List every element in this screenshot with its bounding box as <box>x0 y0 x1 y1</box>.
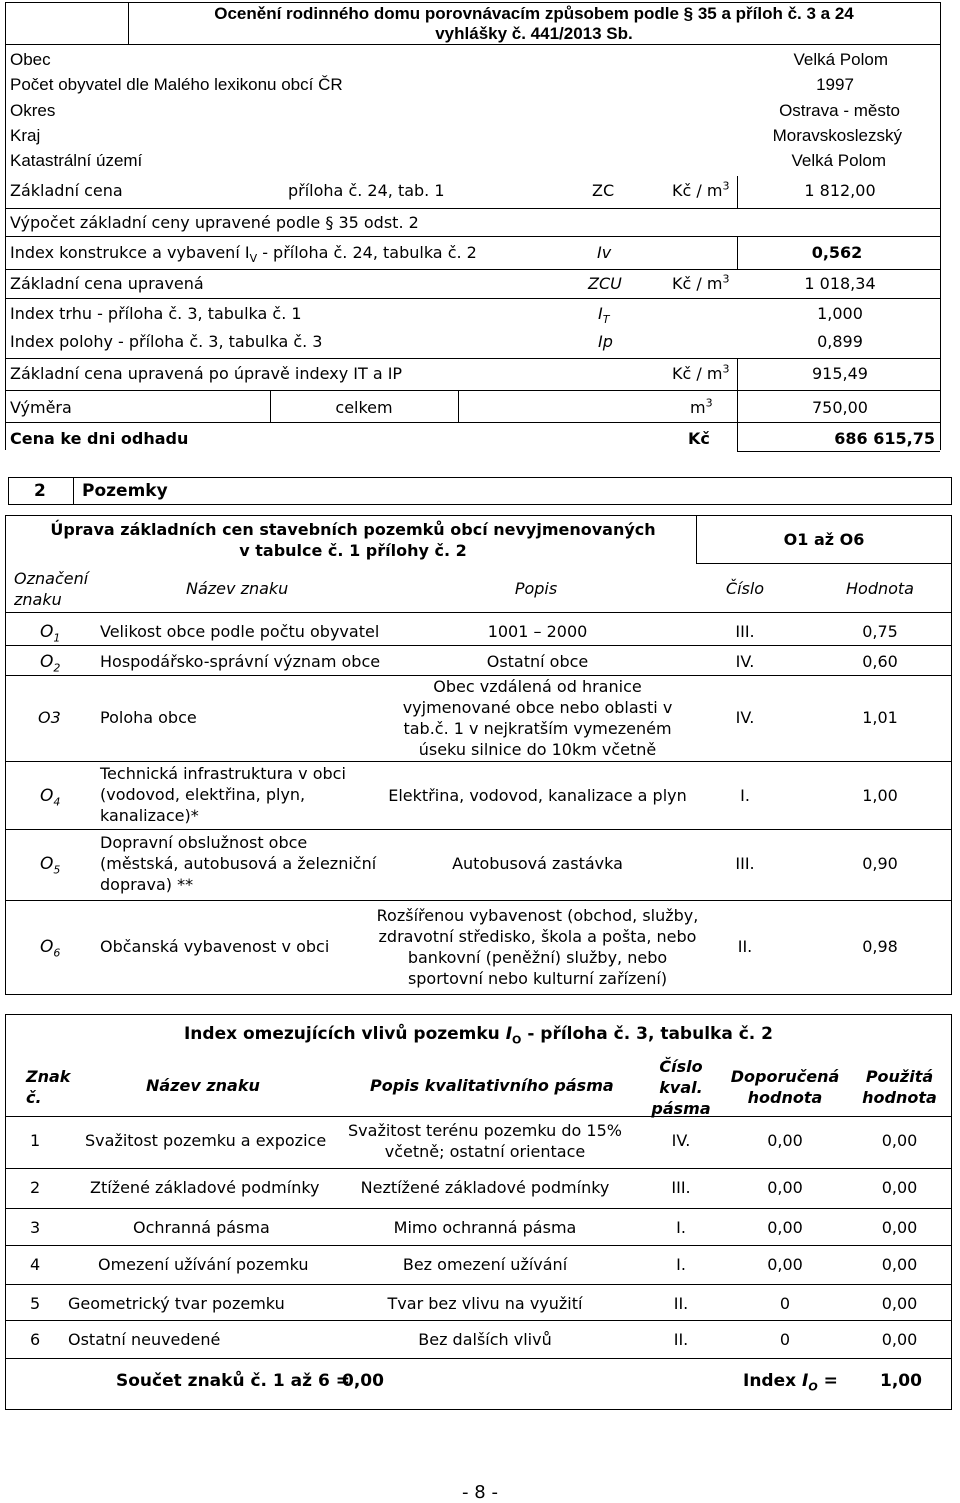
omez-nazev: Ztížené základové podmínky <box>90 1178 320 1197</box>
zakladni-cena-label: Základní cena <box>10 181 123 200</box>
location-label-obec: Obec <box>10 50 51 69</box>
uprava-cislo: III. <box>735 622 755 641</box>
section2-title: Pozemky <box>82 481 168 501</box>
index-konstrukce-value: 0,562 <box>811 243 863 262</box>
location-label-kraj: Kraj <box>10 126 41 145</box>
page-title-line2: vyhlášky č. 441/2013 Sb. <box>435 24 633 43</box>
omez-pouzita: 0,00 <box>881 1178 918 1197</box>
index-omez-header-znak: Znak č. <box>26 1067 71 1107</box>
uprava-title-line1: Úprava základních cen stavebních pozemků obcí nevyjmenovaných <box>50 520 656 539</box>
cena-upravena-symbol: ZCU <box>588 274 622 293</box>
omez-n: 6 <box>30 1330 41 1349</box>
omez-cislo: I. <box>676 1255 686 1274</box>
location-label-population: Počet obyvatel dle Malého lexikonu obcí ČR <box>10 75 343 94</box>
index-omez-header-popis: Popis kvalitativního pásma <box>370 1076 614 1095</box>
omez-doporucena: 0,00 <box>767 1218 803 1237</box>
cena-po-uprave-label: Základní cena upravená po úpravě indexy IT a IP <box>10 364 403 383</box>
omez-doporucena: 0,00 <box>767 1255 803 1274</box>
location-value-population: 1997 <box>816 75 854 94</box>
index-trhu-label: Index trhu - příloha č. 3, tabulka č. 1 <box>10 304 302 323</box>
omez-doporucena: 0 <box>779 1294 791 1313</box>
omez-doporucena: 0 <box>779 1330 791 1349</box>
uprava-cislo: III. <box>735 854 755 873</box>
page-number: - 8 - <box>462 1482 498 1503</box>
vymera-sublabel: celkem <box>335 398 393 417</box>
index-io-value: 1,00 <box>880 1371 922 1391</box>
cena-ke-dni-value: 686 615,75 <box>834 429 935 448</box>
omez-doporucena: 0,00 <box>767 1131 803 1150</box>
omez-nazev: Omezení užívání pozemku <box>98 1255 309 1274</box>
location-value-kraj: Moravskoslezský <box>772 126 902 145</box>
uprava-code: $O_1$ <box>40 622 61 645</box>
omez-cislo: II. <box>673 1294 689 1313</box>
location-value-okres: Ostrava - město <box>779 101 900 120</box>
cena-ke-dni-unit: Kč <box>688 429 710 448</box>
omez-cislo: III. <box>671 1178 691 1197</box>
sum-label: Součet znaků č. 1 až 6 = <box>116 1371 350 1391</box>
uprava-popis: Rozšířenou vybavenost (obchod, služby, zdravotní středisko, škola a pošta, nebo bankovní (peněžní) služby, nebo sportovní nebo kulturní zařízení) <box>376 906 699 988</box>
zakladni-cena-ref: příloha č. 24, tab. 1 <box>288 181 445 200</box>
omez-pouzita: 0,00 <box>881 1218 918 1237</box>
uprava-popis: 1001 – 2000 <box>487 622 588 641</box>
uprava-popis: Autobusová zastávka <box>452 854 623 873</box>
uprava-range: O1 až O6 <box>783 530 865 549</box>
omez-n: 5 <box>30 1294 41 1313</box>
zakladni-cena-symbol: ZC <box>592 181 615 200</box>
uprava-code: O3 <box>38 708 61 727</box>
uprava-popis: Obec vzdálená od hranice vyjmenované obce nebo oblasti v tab.č. 1 v nejkratším vymezeném úseku silnice do 10km včetně <box>402 677 673 759</box>
location-value-katastr: Velká Polom <box>791 151 886 170</box>
zakladni-cena-unit: Kč / $m^3$ <box>672 179 730 200</box>
omez-n: 4 <box>30 1255 41 1274</box>
omez-nazev: Ochranná pásma <box>133 1218 270 1237</box>
uprava-nazev: Poloha obce <box>100 708 197 727</box>
uprava-hodnota: 1,01 <box>862 708 898 727</box>
uprava-nazev: Dopravní obslužnost obce (městská, autobusová a železniční doprava) ** <box>100 833 377 894</box>
omez-pouzita: 0,00 <box>881 1330 918 1349</box>
uprava-hodnota: 0,90 <box>862 854 898 873</box>
omez-popis: Svažitost terénu pozemku do 15% včetně; ostatní orientace <box>348 1121 622 1161</box>
uprava-header-popis: Popis <box>514 579 558 598</box>
uprava-header-oznaceni: Označení znaku <box>14 569 89 609</box>
omez-nazev: Geometrický tvar pozemku <box>68 1294 285 1313</box>
index-trhu-value: 1,000 <box>817 304 863 323</box>
omez-popis: Tvar bez vlivu na využití <box>387 1294 583 1313</box>
vymera-label: Výměra <box>10 398 72 417</box>
cena-ke-dni-label: Cena ke dni odhadu <box>10 429 189 448</box>
omez-n: 2 <box>30 1178 41 1197</box>
uprava-popis: Elektřina, vodovod, kanalizace a plyn <box>388 786 687 805</box>
index-omez-header-cislo: Číslo kval. pásma <box>651 1057 711 1118</box>
uprava-cislo: IV. <box>735 652 755 671</box>
uprava-cislo: IV. <box>735 708 755 727</box>
uprava-hodnota: 0,98 <box>862 937 898 956</box>
omez-cislo: I. <box>676 1218 686 1237</box>
index-omez-header-nazev: Název znaku <box>146 1076 260 1095</box>
cena-upravena-label: Základní cena upravená <box>10 274 204 293</box>
index-omez-header-doporucena: Doporučená hodnota <box>730 1067 840 1107</box>
uprava-nazev: Hospodářsko-správní význam obce <box>100 652 381 671</box>
vymera-value: 750,00 <box>812 398 868 417</box>
cena-po-uprave-unit: Kč / $m^3$ <box>672 362 730 383</box>
omez-popis: Neztížené základové podmínky <box>360 1178 610 1197</box>
uprava-code: $O_6$ <box>40 937 61 960</box>
uprava-code: $O_4$ <box>40 786 61 809</box>
index-io-label: Index $I_O$ = <box>743 1371 838 1394</box>
cena-upravena-unit: Kč / $m^3$ <box>672 272 730 293</box>
uprava-header-nazev: Název znaku <box>186 579 289 598</box>
uprava-code: $O_5$ <box>40 854 61 877</box>
uprava-cislo: II. <box>737 937 753 956</box>
zakladni-cena-value: 1 812,00 <box>804 181 876 200</box>
uprava-code: $O_2$ <box>40 652 61 675</box>
index-konstrukce-label: Index konstrukce a vybavení $I_V$ - příloha č. 24, tabulka č. 2 <box>10 243 477 266</box>
omez-doporucena: 0,00 <box>767 1178 803 1197</box>
omez-cislo: II. <box>673 1330 689 1349</box>
omez-pouzita: 0,00 <box>881 1131 918 1150</box>
sum-value: 0,00 <box>342 1371 384 1391</box>
cena-po-uprave-value: 915,49 <box>812 364 868 383</box>
omez-popis: Bez dalších vlivů <box>418 1330 552 1349</box>
index-polohy-value: 0,899 <box>817 332 863 351</box>
vymera-unit: $m^3$ <box>690 396 713 417</box>
uprava-nazev: Občanská vybavenost v obci <box>100 937 330 956</box>
omez-pouzita: 0,00 <box>881 1294 918 1313</box>
location-value-obec: Velká Polom <box>793 50 888 69</box>
section2-number: 2 <box>34 481 46 501</box>
omez-n: 1 <box>30 1131 41 1150</box>
omez-nazev: Ostatní neuvedené <box>68 1330 221 1349</box>
index-konstrukce-symbol: Iv <box>597 243 612 262</box>
uprava-header-hodnota: Hodnota <box>846 579 914 598</box>
index-omez-title: Index omezujících vlivů pozemku $I_O$ - příloha č. 3, tabulka č. 2 <box>183 1024 774 1047</box>
location-label-katastr: Katastrální území <box>10 151 143 170</box>
uprava-header-cislo: Číslo <box>725 579 765 598</box>
uprava-hodnota: 1,00 <box>862 786 898 805</box>
index-trhu-symbol: $I_T$ <box>598 304 610 327</box>
uprava-popis: Ostatní obce <box>486 652 589 671</box>
index-omez-header-pouzita: Použitá hodnota <box>862 1067 937 1107</box>
uprava-hodnota: 0,75 <box>862 622 898 641</box>
uprava-cislo: I. <box>740 786 750 805</box>
uprava-nazev: Technická infrastruktura v obci (vodovod, elektřina, plyn, kanalizace)* <box>100 764 346 825</box>
cena-upravena-value: 1 018,34 <box>804 274 876 293</box>
vypocet-label: Výpočet základní ceny upravené podle § 35 odst. 2 <box>10 213 419 232</box>
uprava-title-line2: v tabulce č. 1 přílohy č. 2 <box>239 541 467 560</box>
uprava-hodnota: 0,60 <box>862 652 898 671</box>
omez-n: 3 <box>30 1218 41 1237</box>
index-polohy-symbol: Ip <box>598 332 613 351</box>
index-polohy-label: Index polohy - příloha č. 3, tabulka č. 3 <box>10 332 323 351</box>
omez-pouzita: 0,00 <box>881 1255 918 1274</box>
location-label-okres: Okres <box>10 101 56 120</box>
uprava-nazev: Velikost obce podle počtu obyvatel <box>100 622 380 641</box>
omez-popis: Mimo ochranná pásma <box>393 1218 577 1237</box>
omez-popis: Bez omezení užívání <box>402 1255 568 1274</box>
page-title-line1: Ocenění rodinného domu porovnávacím způsobem podle § 35 a příloh č. 3 a 24 <box>214 4 854 23</box>
omez-nazev: Svažitost pozemku a expozice <box>85 1131 327 1150</box>
omez-cislo: IV. <box>671 1131 691 1150</box>
